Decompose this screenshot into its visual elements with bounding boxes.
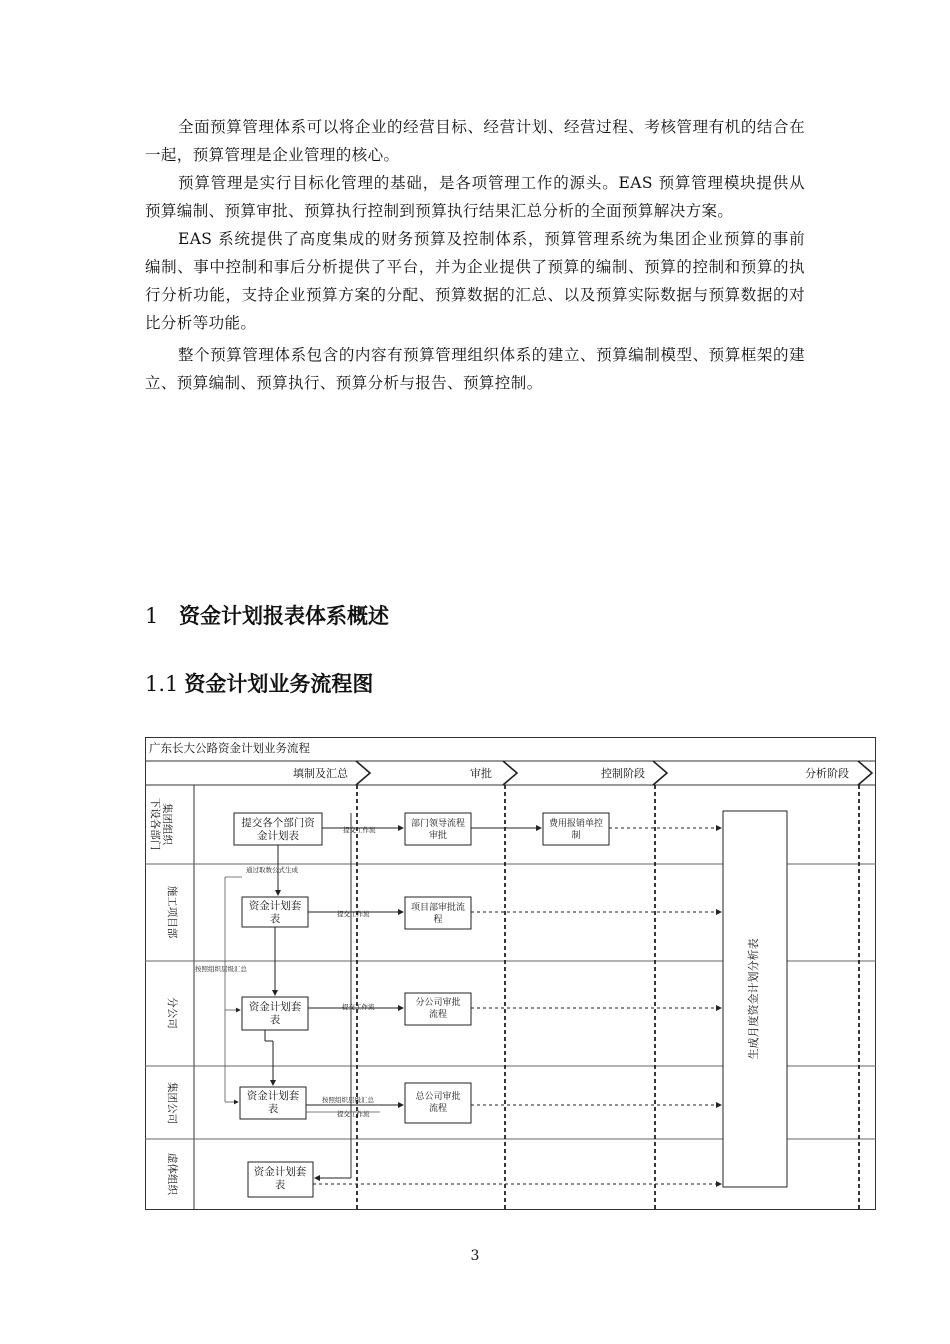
svg-text:分公司审批流程: 分公司审批流程 — [415, 998, 461, 1020]
phase-control: 控制阶段 — [601, 767, 645, 780]
svg-text:总公司审批流程: 总公司审批流程 — [415, 1092, 461, 1114]
lane-label-departments: 集团组织下设各部门 — [149, 797, 173, 851]
edge-label-submit-4: 提交工作流 — [337, 1110, 370, 1118]
phase-analysis: 分析阶段 — [805, 767, 849, 780]
box-analysis-report-text: 生成月度资金计划分析表 — [747, 938, 760, 1060]
flowchart-title: 广东长大公路资金计划业务流程 — [149, 741, 310, 755]
phase-fill-summary: 填制及汇总 — [293, 767, 348, 780]
heading-1-number: 1 — [145, 604, 159, 628]
phase-approval: 审批 — [470, 767, 492, 780]
lane-label-branch: 分公司 — [166, 997, 178, 1029]
edge-label-via-finance: 通过取数公式生成 — [246, 866, 298, 874]
page-number: 3 — [470, 1248, 480, 1264]
paragraph-2: 预算管理是实行目标化管理的基础，是各项管理工作的源头。EAS 预算管理模块提供从预算编制、预算审批、预算执行控制到预算执行结果汇总分析的全面预算解决方案。 — [145, 174, 805, 220]
edge-label-by-org: 按照组织层级汇总 — [322, 1096, 374, 1104]
svg-text:资金计划套表: 资金计划套表 — [248, 1001, 302, 1026]
paragraph-3: EAS 系统提供了高度集成的财务预算及控制体系，预算管理系统为集团企业预算的事前编制、事中控制和事后分析提供了平台，并为企业提供了预算的编制、预算的控制和预算的执行分析功能，支持企业预算方案的分配、预算数据的汇总、以及预算实际数据与预算数据的对比分析等功能。 — [145, 230, 805, 332]
heading-1 — [145, 600, 389, 630]
paragraph-1: 全面预算管理体系可以将企业的经营目标、经营计划、经营过程、考核管理有机的结合在一起，预算管理是企业管理的核心。 — [145, 118, 805, 164]
paragraph-4: 整个预算管理体系包含的内容有预算管理组织体系的建立、预算编制模型、预算框架的建立、预算编制、预算执行、预算分析与报告、预算控制。 — [145, 346, 805, 392]
edge-label-submit-2: 提交工作流 — [337, 910, 370, 918]
heading-2-text: 资金计划业务流程图 — [184, 672, 374, 696]
heading-2 — [145, 668, 373, 698]
edge-label-submit-3: 提交工作流 — [342, 1003, 375, 1011]
lane-label-group: 集团公司 — [166, 1082, 178, 1124]
flowchart — [145, 737, 877, 1212]
box-submit-dept-plan-text: 提交各个部门资金计划表 — [241, 817, 315, 842]
svg-text:资金计划套表: 资金计划套表 — [246, 1090, 300, 1115]
edge-label-by-org-left: 按照组织层级汇总 — [195, 965, 247, 973]
edge-label-submit-1: 提交工作流 — [343, 826, 376, 834]
svg-text:项目部审批流程: 项目部审批流程 — [410, 903, 466, 925]
heading-2-number: 1.1 — [145, 672, 179, 696]
svg-text:资金计划套表: 资金计划套表 — [248, 900, 302, 925]
box-hq-approval — [405, 1083, 471, 1123]
svg-text:资金计划套表: 资金计划套表 — [253, 1166, 307, 1191]
lane-label-project: 施工项目部 — [166, 885, 178, 939]
lane-label-virtual: 虚体组织 — [166, 1153, 178, 1195]
svg-text:部门领导流程审批: 部门领导流程审批 — [410, 819, 466, 841]
svg-text:费用报销单控制: 费用报销单控制 — [548, 819, 604, 841]
heading-1-text: 资金计划报表体系概述 — [179, 604, 389, 628]
